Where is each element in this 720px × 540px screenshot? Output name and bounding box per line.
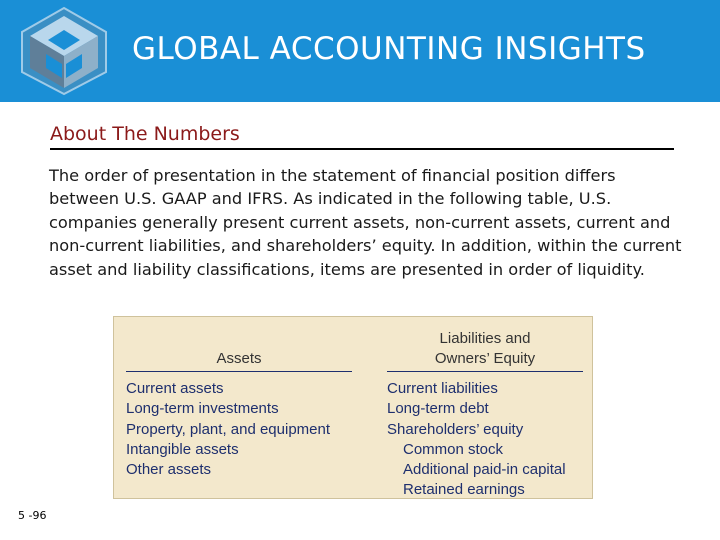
section-divider — [50, 148, 674, 150]
assets-item: Long-term investments — [126, 400, 279, 418]
liabilities-header-line2: Owners’ Equity — [434, 350, 536, 367]
assets-item: Property, plant, and equipment — [126, 420, 331, 438]
header-banner — [0, 0, 720, 102]
assets-header-label: Assets — [216, 350, 262, 367]
liabilities-header — [387, 323, 583, 372]
liabilities-subitem: Additional paid-in capital — [403, 461, 566, 479]
liabilities-subitem: Retained earnings — [403, 481, 525, 499]
assets-column — [126, 323, 352, 480]
assets-item: Current assets — [126, 380, 224, 397]
section-title: About The Numbers — [50, 123, 240, 145]
liabilities-item: Current liabilities — [387, 380, 498, 397]
assets-header — [126, 323, 352, 372]
assets-item: Other assets — [126, 461, 212, 479]
page-number: 5 -96 — [18, 509, 47, 522]
liabilities-subitem: Common stock — [403, 440, 504, 458]
liabilities-header-line1: Liabilities and — [439, 330, 531, 347]
cube-logo-icon — [18, 6, 110, 96]
header-title: GLOBAL ACCOUNTING INSIGHTS — [132, 31, 646, 67]
assets-item: Intangible assets — [126, 440, 239, 458]
body-paragraph: The order of presentation in the statement of financial position differs between U.S. GAAP and IFRS. As indicated in the following table, U.S. companies generally present current assets, non-current assets, current and non-current liabilities, and shareholders’ equity. In addition, within the current asset and liability classifications, items are presented in order of liquidity. — [49, 166, 682, 279]
comparison-table — [113, 316, 593, 499]
liabilities-column — [387, 323, 583, 501]
liabilities-item: Shareholders’ equity — [387, 420, 524, 438]
liabilities-item: Long-term debt — [387, 400, 489, 418]
